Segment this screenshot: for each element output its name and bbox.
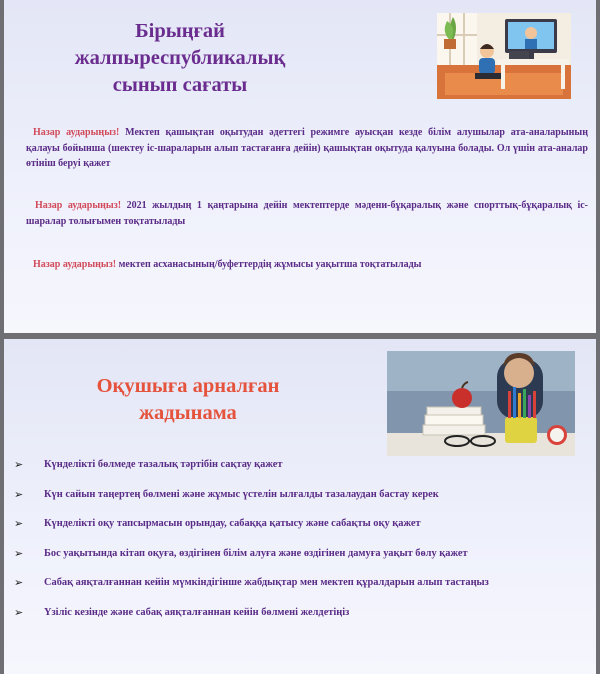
- list-item: [14, 547, 589, 577]
- title-line: сынып сағаты: [112, 74, 248, 96]
- notice-label: Назар аударыңыз!: [33, 127, 120, 138]
- list-item: [14, 458, 589, 488]
- title-line: жадынама: [139, 402, 237, 424]
- slide-class-hour: [4, 0, 596, 333]
- title-line: Оқушыға арналған: [96, 375, 280, 397]
- school-supplies-photo-icon: [387, 351, 575, 456]
- list-item-text: Күнделікті бөлмеде тазалық тәртібін сақтау қажет: [44, 459, 283, 470]
- notice-text: Мектеп қашықтан оқытудан әдеттегі режимге ауысқан кезде білім алушылар ата-аналарының қалауы бойынша (шектеу іс-шараларын алып тастағанға дейін) қашықтан оқытуда қалуына болады. Ол үшін ата-аналар өтініш беруі қажет: [26, 127, 588, 169]
- arrow-bullet-icon: ➢: [14, 517, 24, 530]
- slide-title-class-hour: [30, 18, 330, 99]
- arrow-bullet-icon: ➢: [14, 576, 24, 589]
- child-studying-online-icon: [437, 13, 571, 99]
- memo-bullet-list: [14, 458, 589, 635]
- list-item-text: Күн сайын таңертең бөлмені және жұмыс үстелін ылғалды тазалаудан бастау керек: [44, 488, 439, 500]
- title-line: Бірыңғай: [135, 20, 225, 42]
- list-item: [14, 576, 589, 606]
- notice-text: 2021 жылдың 1 қаңтарына дейін мектептерде мәдени-бұқаралық және спорттық-бұқаралық іс-шаралар толығымен тоқтатылады: [26, 200, 588, 227]
- list-item-text: Сабақ аяқталғаннан кейін мүмкіндігінше жабдықтар мен мектеп құралдарын алып тастаңыз: [44, 577, 489, 588]
- notice-label: Назар аударыңыз!: [33, 259, 117, 270]
- list-item: [14, 488, 589, 518]
- arrow-bullet-icon: ➢: [14, 605, 24, 619]
- arrow-bullet-icon: ➢: [14, 487, 24, 501]
- notice-label: Назар аударыңыз!: [35, 200, 122, 211]
- slide-student-memo: [4, 339, 596, 674]
- list-item: [14, 517, 589, 547]
- notice-remote-learning: [26, 125, 588, 172]
- list-item-text: Бос уақытында кітап оқуға, өздігінен білім алуға және өздігінен дамуға уақыт бөлу қажет: [44, 547, 468, 559]
- list-item: [14, 606, 589, 636]
- title-line: жалпыреспубликалық: [74, 47, 286, 69]
- notice-text: мектеп асханасының/буфеттердің жұмысы уақытша тоқтатылады: [116, 259, 422, 270]
- notice-mass-events: [26, 198, 588, 229]
- slide-title-student-memo: [68, 373, 308, 427]
- list-item-text: Үзіліс кезінде және сабақ аяқталғаннан кейін бөлмені желдетіңіз: [44, 606, 350, 618]
- arrow-bullet-icon: ➢: [14, 458, 24, 471]
- arrow-bullet-icon: ➢: [14, 546, 24, 560]
- notice-canteen: [26, 257, 588, 273]
- list-item-text: Күнделікті оқу тапсырмасын орындау, сабаққа қатысу және сабақты оқу қажет: [44, 518, 421, 529]
